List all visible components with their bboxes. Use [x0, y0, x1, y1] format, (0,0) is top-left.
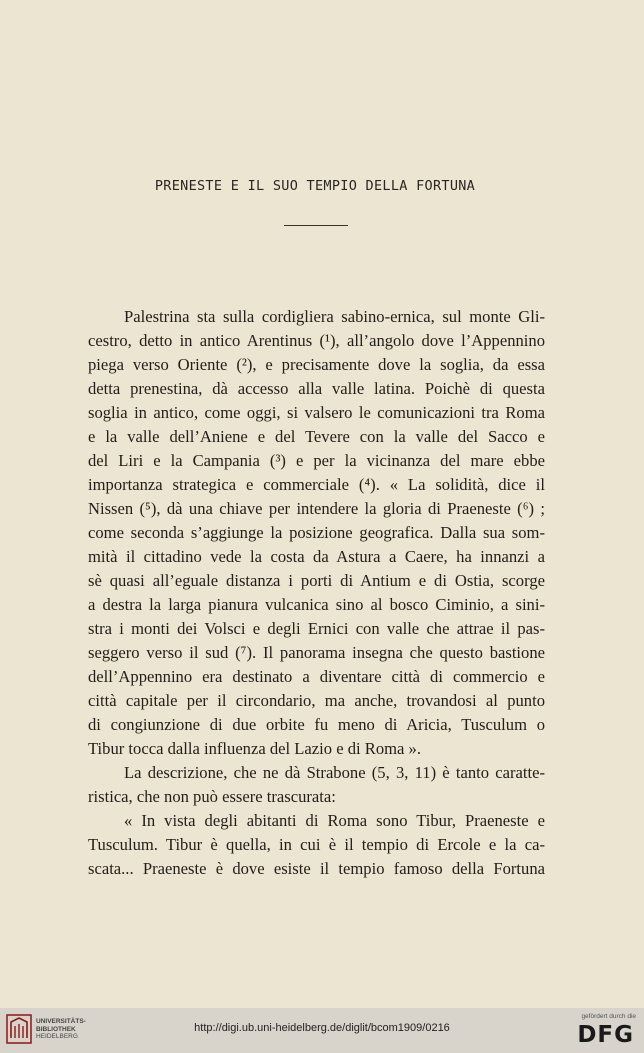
text-line: « In vista degli abitanti di Roma sono Tibur, Praeneste e: [124, 811, 545, 830]
text-line: sè quasi all’eguale distanza i porti di Antium e di Ostia, scorge: [88, 571, 545, 590]
text-line: importanza strategica e commerciale (⁴). « La solidità, dice il: [88, 475, 545, 494]
text-line: soglia in antico, come oggi, si valsero le comunicazioni tra Roma: [88, 403, 545, 422]
text-line: e la valle dell’Aniene e del Tevere con la valle del Sacco e: [88, 427, 545, 446]
text-line: di congiunzione di due orbite fu meno di Aricia, Tusculum o: [88, 715, 545, 734]
text-line: detta prenestina, dà accesso alla valle latina. Poichè di questa: [88, 379, 545, 398]
text-line: piega verso Oriente (²), e precisamente dove la soglia, da essa: [88, 355, 545, 374]
body-text: [88, 305, 545, 881]
text-line: città capitale per il circondario, ma anche, trovandosi al punto: [88, 691, 545, 710]
title-rule: [284, 225, 348, 226]
text-line: del Liri e la Campania (³) e per la vicinanza del mare ebbe: [88, 451, 545, 470]
text-line: seggero verso il sud (⁷). Il panorama insegna che questo bastione: [88, 643, 545, 662]
text-line: cestro, detto in antico Arentinus (¹), all’angolo dove l’Appennino: [88, 331, 545, 350]
text-line: come seconda s’aggiunge la posizione geografica. Dalla sua som-: [88, 523, 545, 542]
text-line: Palestrina sta sulla cordigliera sabino-ernica, sul monte Gli-: [124, 307, 545, 326]
text-line: La descrizione, che ne dà Strabone (5, 3, 11) è tanto caratte-: [124, 763, 545, 782]
page-title: PRENESTE E IL SUO TEMPIO DELLA FORTUNA: [154, 178, 476, 194]
dfg-logo: DFG: [577, 1022, 634, 1048]
library-name: UNIVERSITÄTS- BIBLIOTHEK HEIDELBERG: [36, 1018, 86, 1040]
text-line: Tusculum. Tibur è quella, in cui è il tempio di Ercole e la ca-: [88, 835, 545, 854]
text-line: Tibur tocca dalla influenza del Lazio e di Roma ».: [88, 739, 422, 758]
text-line: scata... Praeneste è dove esiste il tempio famoso della Fortuna: [88, 859, 545, 878]
text-line: ristica, che non può essere trascurata:: [88, 787, 336, 806]
funding-label: gefördert durch die: [581, 1013, 636, 1020]
text-line: dell’Appennino era destinato a diventare città di commercio e: [88, 667, 545, 686]
viewer-footer: [0, 1008, 644, 1053]
text-line: stra i monti dei Volsci e degli Ernici con valle che attrae il pas-: [88, 619, 545, 638]
text-line: a destra la larga pianura vulcanica sino al bosco Ciminio, a sini-: [88, 595, 545, 614]
text-line: Nissen (⁵), dà una chiave per intendere la gloria di Praeneste (⁶) ;: [88, 499, 545, 518]
permalink-url[interactable]: http://digi.ub.uni-heidelberg.de/diglit/bcom1909/0216: [194, 1022, 450, 1034]
text-line: mità il cittadino vede la costa da Astura a Caere, ha innanzi a: [88, 547, 545, 566]
